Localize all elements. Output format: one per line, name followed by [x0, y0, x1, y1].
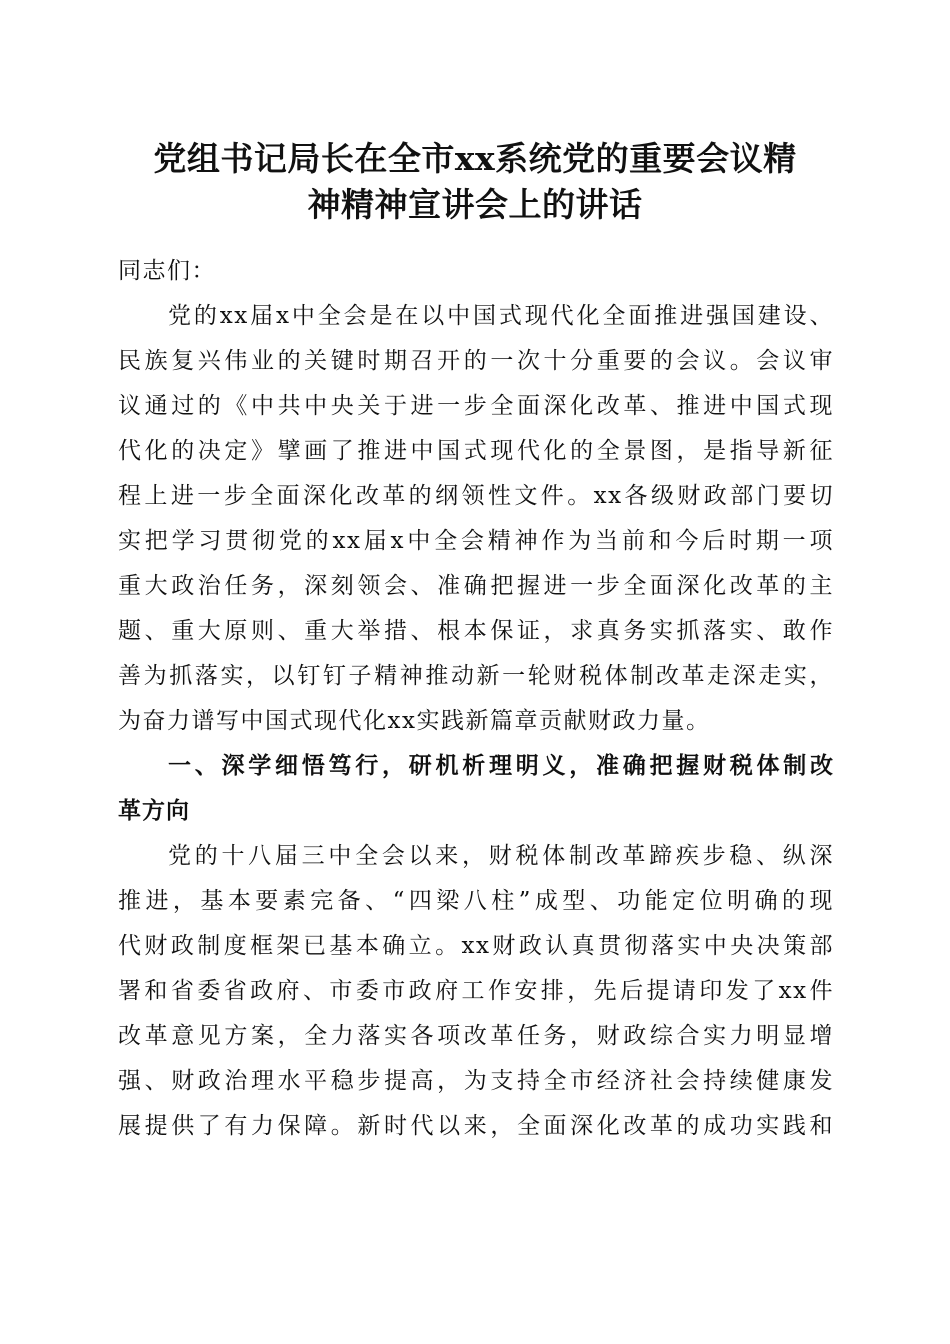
paragraph-line: 重大政治任务，深刻领会、准确把握进一步全面深化改革的主 — [118, 573, 834, 599]
salutation: 同志们： — [118, 258, 216, 284]
paragraph-line: 代化的决定》擘画了推进中国式现代化的全景图，是指导新征 — [118, 438, 834, 464]
heading-line: 一、深学细悟笃行，研机析理明义，准确把握财税体制改 — [168, 753, 834, 779]
paragraph-line: 强、财政治理水平稳步提高，为支持全市经济社会持续健康发 — [118, 1068, 834, 1094]
paragraph-line: 实把学习贯彻党的xx届x中全会精神作为当前和今后时期一项 — [118, 528, 834, 554]
title-line: 党组书记局长在全市xx系统党的重要会议精 — [153, 139, 797, 178]
paragraph-line: 民族复兴伟业的关键时期召开的一次十分重要的会议。会议审 — [118, 348, 834, 374]
heading-line: 革方向 — [118, 798, 190, 824]
paragraph-line: 程上进一步全面深化改革的纲领性文件。xx各级财政部门要切 — [118, 483, 834, 509]
paragraph-line: 善为抓落实，以钉钉子精神推动新一轮财税体制改革走深走实， — [118, 663, 834, 689]
paragraph-line: 为奋力谱写中国式现代化xx实践新篇章贡献财政力量。 — [118, 708, 711, 734]
paragraph-line: 题、重大原则、重大举措、根本保证，求真务实抓落实、敢作 — [118, 618, 834, 644]
paragraph-line: 党的xx届x中全会是在以中国式现代化全面推进强国建设、 — [168, 303, 834, 329]
section-heading-1 — [118, 744, 834, 834]
document-body — [118, 249, 834, 1149]
paragraph-line: 推进，基本要素完备、“四梁八柱”成型、功能定位明确的现 — [118, 888, 834, 914]
paragraph-line: 议通过的《中共中央关于进一步全面深化改革、推进中国式现 — [118, 393, 834, 419]
paragraph-1 — [118, 294, 834, 744]
paragraph-line: 党的十八届三中全会以来，财税体制改革蹄疾步稳、纵深 — [168, 843, 834, 869]
paragraph-line: 改革意见方案，全力落实各项改革任务，财政综合实力明显增 — [118, 1023, 834, 1049]
title-line: 神精神宣讲会上的讲话 — [307, 185, 643, 224]
paragraph-line: 署和省委省政府、市委市政府工作安排，先后提请印发了xx件 — [118, 978, 834, 1004]
paragraph-line: 展提供了有力保障。新时代以来，全面深化改革的成功实践和 — [118, 1113, 834, 1139]
document-title — [100, 136, 850, 228]
paragraph-line: 代财政制度框架已基本确立。xx财政认真贯彻落实中央决策部 — [118, 933, 834, 959]
paragraph-2 — [118, 834, 834, 1149]
